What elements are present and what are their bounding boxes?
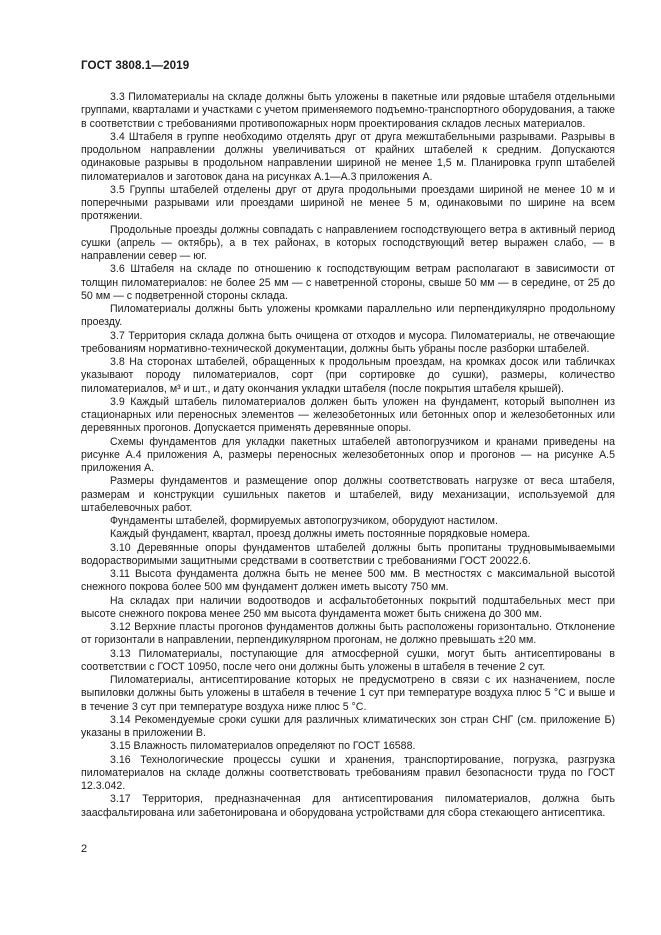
document-header-standard-id: ГОСТ 3808.1—2019 bbox=[81, 59, 190, 72]
paragraph-3-9: 3.9 Каждый штабель пиломатериалов должен быть уложен на фундамент, который выполнен из стационарных или переносных элементов — железобетонных или бетонных опор и железобетонных или деревянных прогонов. Допускается применять деревянные опоры. bbox=[81, 395, 615, 435]
paragraph-3-10: 3.10 Деревянные опоры фундаментов штабелей должны быть пропитаны трудновымываемыми водорастворимыми защитными средствами в соответствии с требованиями ГОСТ 20022.6. bbox=[81, 541, 615, 567]
paragraph-3-16: 3.16 Технологические процессы сушки и хранения, транспортирование, погрузка, разгрузка пиломатериалов на складе должны соответствовать требованиям правил безопасности труда по ГОСТ 12.3.042. bbox=[81, 753, 615, 792]
paragraph-3-7: 3.7 Территория склада должна быть очищена от отходов и мусора. Пиломатериалы, не отвечающие требованиям нормативно-технической документации, должны быть убраны после разборки штабелей. bbox=[81, 329, 615, 355]
paragraph-3-4: 3.4 Штабеля в группе необходимо отделять друг от друга межштабельными разрывами. Разрывы в продольном направлении должны увеличиваться от крайних штабелей к средним. Допускаются одинаковые разрывы в продольном направлении шириной не менее 1,5 м. Планировка групп штабелей пиломатериалов и заготовок дана на рисунках А.1—А.3 приложения А. bbox=[81, 130, 615, 183]
paragraph-foundation-schemes: Схемы фундаментов для укладки пакетных штабелей автопогрузчиком и кранами приведены на рисунке А.4 приложения А, размеры переносных железобетонных опор и прогонов — на рисунке А.5 приложения А. bbox=[81, 435, 615, 474]
paragraph-foundation-sizes: Размеры фундаментов и размещение опор должны соответствовать нагрузке от веса штабеля, размерам и конструкции сушильных пакетов и штабелей, виду механизации, используемой для штабелевочных работ. bbox=[81, 475, 615, 514]
paragraph-3-14: 3.14 Рекомендуемые сроки сушки для различных климатических зон стран СНГ (см. приложение Б) указаны в приложении В. bbox=[81, 713, 615, 739]
paragraph-drainage-warehouses: На складах при наличии водоотводов и асфальтобетонных покрытий подштабельных мест при высоте снежного покрова менее 250 мм высота фундамента может быть снижена до 300 мм. bbox=[81, 594, 615, 620]
paragraph-3-15: 3.15 Влажность пиломатериалов определяют по ГОСТ 16588. bbox=[110, 740, 416, 753]
paragraph-3-3: 3.3 Пиломатериалы на складе должны быть уложены в пакетные или рядовые штабеля отдельными группами, кварталами и участками с учетом применяемого подъемно-транспортного оборудования, а также в соответствии с требованиями противопожарных норм проектирования складов лесных материалов. bbox=[81, 91, 615, 130]
paragraph-3-8: 3.8 На сторонах штабелей, обращенных к продольным проездам, на кромках досок или табличках указывают породу пиломатериалов, сорт (при сортировке до сушки), размеры, количество пиломатериалов, м³ и шт., и дату окончания укладки штабеля (после покрытия штабеля крышей). bbox=[81, 356, 615, 395]
document-body bbox=[81, 91, 615, 820]
paragraph-3-13: 3.13 Пиломатериалы, поступающие для атмосферной сушки, могут быть антисептированы в соответствии с ГОСТ 10950, после чего они должны быть уложены в штабеля в течение 2 сут. bbox=[81, 647, 615, 673]
paragraph-3-17: 3.17 Территория, предназначенная для антисептирования пиломатериалов, должна быть заасфальтирована или забетонирована и оборудована устройствами для сбора стекающего антисептика. bbox=[81, 793, 615, 819]
paragraph-serial-numbers: Каждый фундамент, квартал, проезд должны иметь постоянные порядковые номера. bbox=[110, 528, 531, 541]
paragraph-3-12: 3.12 Верхние пласты прогонов фундаментов должны быть расположены горизонтально. Отклонение от горизонтали в направлении, перпендикулярном прогонам, не должно превышать ±20 мм. bbox=[81, 621, 615, 647]
paragraph-non-antiseptic: Пиломатериалы, антисептирование которых не предусмотрено в связи с их назначением, после выпиловки должны быть уложены в штабеля в течение 1 сут при температуре воздуха плюс 5 °С и выше и в течение 3 сут при температуре воздуха ниже плюс 5 °С. bbox=[81, 674, 615, 713]
paragraph-3-6: 3.6 Штабеля на складе по отношению к господствующим ветрам располагают в зависимости от толщин пиломатериалов: не более 25 мм — с наветренной стороны, свыше 50 мм — в середине, от 25 до 50 мм — с подветренной стороны склада. bbox=[81, 263, 615, 302]
paragraph-3-5: 3.5 Группы штабелей отделены друг от друга продольными проездами шириной не менее 10 м и поперечными разрывами или проездами шириной не менее 5 м, одинаковыми по ширине на всем протяжении. bbox=[81, 183, 615, 223]
paragraph-3-11: 3.11 Высота фундамента должна быть не менее 500 мм. В местностях с максимальной высотой снежного покрова более 500 мм фундамент должен иметь высоту 750 мм. bbox=[81, 568, 615, 594]
page-number: 2 bbox=[81, 843, 88, 855]
paragraph-foundation-flooring: Фундаменты штабелей, формируемых автопогрузчиком, оборудуют настилом. bbox=[110, 515, 498, 527]
paragraph-longitudinal-passages: Продольные проезды должны совпадать с направлением господствующего ветра в активный период сушки (апрель — октябрь), а в тех районах, в которых господствующий ветер выражен слабо, — в направлении север — юг. bbox=[81, 223, 615, 262]
paragraph-edge-stacking: Пиломатериалы должны быть уложены кромками параллельно или перпендикулярно продольному проезду. bbox=[81, 303, 615, 329]
